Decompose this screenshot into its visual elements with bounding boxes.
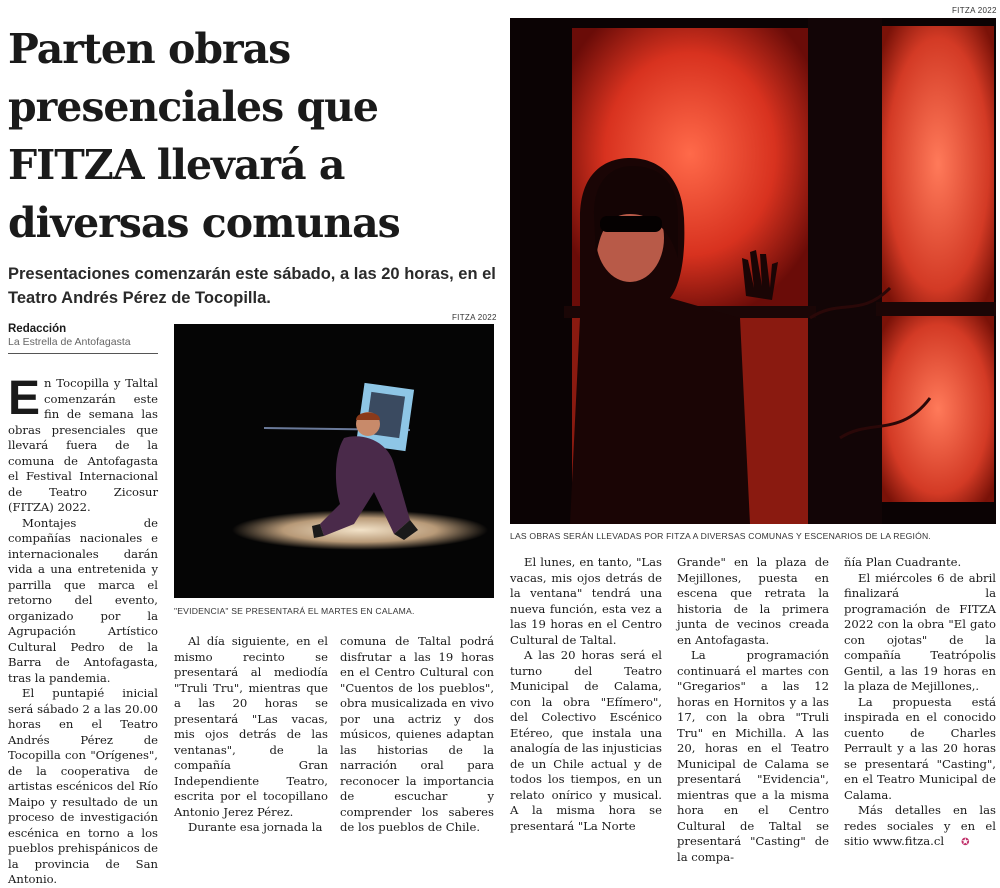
body-paragraph: ñía Plan Cuadrante. — [844, 555, 962, 569]
body-column-2 — [174, 634, 328, 834]
byline-author: Redacción — [8, 323, 67, 335]
subheadline: Presentaciones comenzarán este sábado, a las 20 horas, en el Teatro Andrés Pérez de Tocopilla. — [8, 265, 496, 307]
body-paragraph: A las 20 horas será el turno del Teatro Municipal de Calama, con la obra "Efímero", del Colectivo Escénico Etéreo, que instala una analogía de las injusticias de un Chile actual y de todos los tiempos, en un relato onírico y musical. A la misma hora se presentará "La Norte — [510, 648, 662, 833]
body-column-5 — [677, 555, 829, 864]
body-paragraph: Más detalles en las redes sociales y en el sitio www.fitza.cl ✪ — [844, 803, 996, 851]
body-paragraph: La propuesta está inspirada en el conocido cuento de Charles Perrault y a las 20 horas se presentará "Casting", en el Teatro Municipal de Calama. — [844, 694, 996, 802]
body-paragraph: El lunes, en tanto, "Las vacas, mis ojos detrás de la ventana" tendrá una nueva función, esta vez a las 19 horas en el Centro Cultural de Taltal. — [510, 555, 662, 647]
body-paragraph: El miércoles 6 de abril finalizará la programación de FITZA 2022 con la obra "El gato con ojotas" de la compañía Teatrópolis Gentil, a las 19 horas en la plaza de Mejillones,. — [844, 570, 996, 693]
end-of-article-mark: ✪ — [961, 837, 970, 848]
secondary-photo-credit: FITZA 2022 — [452, 313, 497, 322]
headline: Parten obras presenciales que FITZA llevará a diversas comunas — [8, 25, 400, 247]
body-paragraph: Durante esa jornada la — [188, 820, 323, 834]
body-paragraph: Grande" en la plaza de Mejillones, puesta en escena que retrata la historia de la primera junta de vecinos creada en Antofagasta. — [677, 555, 829, 647]
secondary-photo-caption: "EVIDENCIA" SE PRESENTARÁ EL MARTES EN CALAMA. — [174, 606, 415, 616]
body-column-1 — [8, 372, 158, 886]
woman-at-window-illustration — [510, 18, 996, 524]
body-paragraph: El puntapié inicial será sábado 2 a las 20.00 horas en el Teatro Andrés Pérez de Tocopilla con "Orígenes", de la cooperativa de artistas escénicos del Río Maipo y resultado de un proceso de investigación escénica en torno a los pueblos prehispánicos de la provincia de San Antonio. — [8, 686, 158, 886]
byline — [8, 322, 158, 354]
body-paragraph: comuna de Taltal podrá disfrutar a las 19 horas en el Centro Cultural con "Cuentos de los pueblos", obra musicalizada en vivo por una actriz y dos músicos, quienes adaptan las historias de la narración oral para reconocer la importancia de escuchar y comprender los saberes de los pueblos de Chile. — [340, 634, 494, 834]
main-photo-credit: FITZA 2022 — [952, 6, 997, 15]
secondary-photo — [174, 324, 494, 598]
body-column-6 — [844, 555, 996, 848]
body-paragraph: Montajes de compañías nacionales e internacionales darán vida a una entretenida y parrilla que marca el retorno del evento, organizado por la Agrupación Artístico Cultural Pedro de la Barra de Antofagasta, tras la pandemia. — [8, 515, 158, 685]
main-photo — [510, 18, 996, 524]
body-paragraph: La programación continuará el martes con "Gregarios" a las 12 horas en Hornitos y a las 17, con la obra "Truli Tru" en Michilla. A las 20, horas en el Teatro Municipal de Calama se presentará "Evidencia", mientras que a la misma hora en el Centro Cultural de Taltal se presentará "Casting" de la compa- — [677, 648, 829, 864]
body-column-4 — [510, 555, 662, 833]
dropcap: E — [8, 372, 41, 425]
performer-on-stage-illustration — [174, 324, 494, 598]
byline-outlet: La Estrella de Antofagasta — [8, 336, 131, 348]
body-paragraph: En Tocopilla y Taltal comenzarán este fin de semana las obras presenciales que llevará fuera de la comuna de Antofagasta el Festival Internacional de Teatro Zicosur (FITZA) 2022. — [8, 372, 158, 514]
body-paragraph: Al día siguiente, en el mismo recinto se presentará al mediodía "Truli Tru", mientras que a las 20 horas se presentará "Las vacas, mis ojos detrás de las ventanas", de la compañía Gran Independiente Teatro, escrita por el tocopillano Antonio Jerez Pérez. — [174, 634, 328, 819]
body-column-3 — [340, 634, 494, 834]
main-photo-caption: LAS OBRAS SERÁN LLEVADAS POR FITZA A DIVERSAS COMUNAS Y ESCENARIOS DE LA REGIÓN. — [510, 531, 931, 541]
